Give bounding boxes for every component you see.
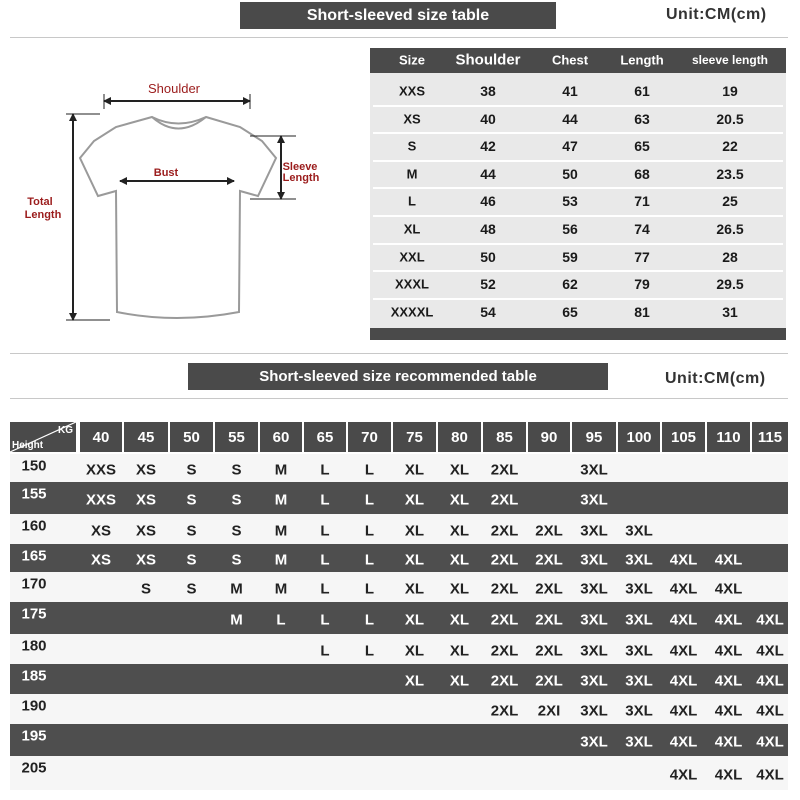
size-cell: XL — [449, 491, 470, 509]
size-cell: 4XL — [714, 733, 743, 751]
size-label-cell: XL — [403, 221, 421, 237]
size-cell: L — [320, 611, 330, 629]
size-cell: 4XL — [669, 702, 698, 720]
size-cell: XL — [449, 551, 470, 569]
size-cell: 2XL — [535, 642, 563, 660]
size-value-cell: 61 — [634, 83, 650, 99]
size-value-cell: 47 — [562, 138, 578, 155]
size-cell: 2XL — [490, 551, 519, 569]
size-cell: L — [320, 551, 330, 569]
size-cell: 3XL — [625, 642, 653, 660]
table-row — [10, 572, 788, 602]
size-value-cell: 81 — [634, 303, 650, 320]
size-value-cell: 50 — [480, 248, 496, 265]
weight-header-cell: 75 — [393, 422, 436, 452]
size-cell: XL — [449, 522, 470, 540]
sleeve-label-line1: Sleeve — [282, 161, 318, 173]
size-cell: 2XL — [535, 580, 563, 598]
size-cell: 4XL — [756, 611, 784, 629]
size-cell: 3XL — [625, 733, 653, 751]
size-cell: 2XL — [490, 522, 519, 540]
recommended-size-table — [10, 420, 788, 790]
height-cell: 165 — [21, 547, 47, 565]
size-value-cell: 31 — [722, 303, 738, 320]
size-label-cell: XXS — [398, 83, 426, 99]
size-cell: S — [140, 580, 152, 598]
size-cell: 2XL — [535, 672, 563, 690]
size-cell: 3XL — [625, 672, 653, 690]
size-cell: 4XL — [756, 702, 784, 720]
size-cell: 4XL — [714, 766, 743, 784]
size-value-cell: 50 — [562, 165, 578, 182]
size-cell: L — [320, 580, 330, 598]
size-cell: 4XL — [669, 733, 698, 751]
height-cell: 150 — [21, 457, 47, 475]
size-value-cell: 53 — [562, 193, 578, 210]
size-cell: L — [320, 642, 330, 660]
size-table-footer-bar — [370, 328, 786, 340]
height-cell: 155 — [21, 485, 47, 503]
size-cell: XL — [449, 461, 470, 479]
size-cell: 4XL — [714, 551, 743, 569]
size-cell: 3XL — [580, 551, 608, 569]
table-row — [10, 694, 788, 724]
divider — [10, 398, 788, 399]
size-cell: 4XL — [714, 611, 743, 629]
height-cell: 180 — [21, 637, 47, 655]
size-cell: S — [231, 491, 242, 509]
table-row — [10, 482, 788, 514]
row-separator — [373, 105, 783, 107]
rec-table-unit: Unit:CM(cm) — [665, 370, 766, 387]
size-cell: XL — [404, 672, 425, 690]
total-label-line2: Length — [24, 209, 62, 221]
size-value-cell: 19 — [722, 83, 738, 99]
size-cell: XS — [135, 491, 157, 509]
size-cell: 2XL — [490, 491, 519, 509]
size-cell: L — [364, 461, 375, 479]
size-value-cell: 20.5 — [716, 110, 744, 127]
size-cell: XL — [449, 611, 470, 629]
size-cell: 4XL — [756, 733, 784, 751]
size-cell: 3XL — [625, 522, 653, 540]
size-cell: 2XI — [537, 702, 561, 720]
size-cell: 3XL — [580, 522, 608, 540]
size-cell: 3XL — [580, 611, 608, 629]
rec-table-title: Short-sleeved size recommended table — [188, 363, 608, 390]
size-value-cell: 63 — [634, 110, 650, 127]
size-label-cell: XXXL — [395, 276, 429, 292]
size-cell: XXS — [85, 491, 117, 509]
weight-header-cell: 110 — [707, 422, 750, 452]
size-value-cell: 71 — [634, 193, 650, 210]
row-separator — [373, 187, 783, 189]
size-cell: 4XL — [669, 642, 698, 660]
size-value-cell: 77 — [634, 248, 650, 265]
size-value-cell: 38 — [480, 83, 496, 99]
size-table — [370, 48, 786, 340]
size-cell: XL — [404, 611, 425, 629]
size-cell: XS — [90, 551, 112, 569]
size-cell: 2XL — [535, 551, 563, 569]
size-value-cell: 56 — [562, 221, 578, 237]
size-value-cell: 46 — [480, 193, 496, 210]
size-table-header-cell: Size — [398, 52, 426, 68]
size-cell: L — [364, 580, 375, 598]
weight-header-cell: 105 — [662, 422, 705, 452]
size-cell: 4XL — [714, 580, 743, 598]
total-label-line1: Total — [27, 196, 53, 208]
size-cell: XL — [449, 672, 470, 690]
size-cell: 2XL — [535, 522, 563, 540]
size-label-cell: XXXXL — [390, 304, 434, 320]
weight-header-cell: 90 — [528, 422, 570, 452]
size-cell: M — [274, 551, 288, 569]
size-cell: L — [364, 642, 375, 660]
size-cell: XXS — [85, 461, 117, 479]
row-separator — [373, 160, 783, 162]
shoulder-label: Shoulder — [147, 81, 201, 96]
height-cell: 195 — [21, 727, 47, 745]
height-label: Height — [12, 440, 44, 451]
weight-header-cell: 85 — [483, 422, 526, 452]
row-separator — [373, 132, 783, 134]
size-cell: S — [231, 551, 242, 569]
weight-header-cell: 65 — [304, 422, 346, 452]
size-value-cell: 65 — [634, 138, 650, 155]
size-cell: XS — [90, 522, 112, 540]
size-value-cell: 52 — [480, 276, 496, 293]
height-cell: 185 — [21, 667, 47, 685]
size-cell: L — [320, 522, 330, 540]
table-row — [10, 602, 788, 634]
size-value-cell: 29.5 — [716, 276, 744, 293]
size-value-cell: 26.5 — [716, 221, 744, 237]
size-cell: 4XL — [714, 672, 743, 690]
size-cell: M — [230, 580, 243, 598]
size-cell: XS — [135, 461, 157, 479]
size-cell: 2XL — [490, 580, 519, 598]
row-separator — [373, 243, 783, 245]
table-row — [10, 514, 788, 544]
size-cell: XL — [404, 522, 425, 540]
size-cell: 2XL — [535, 611, 563, 629]
size-value-cell: 44 — [562, 110, 578, 127]
size-table-unit: Unit:CM(cm) — [666, 6, 767, 23]
divider — [10, 353, 788, 354]
size-cell: M — [274, 491, 288, 509]
size-cell: S — [186, 580, 197, 598]
size-value-cell: 40 — [480, 110, 496, 127]
size-cell: 4XL — [756, 642, 784, 660]
size-cell: XL — [404, 491, 425, 509]
size-value-cell: 23.5 — [716, 165, 744, 182]
size-cell: L — [364, 551, 375, 569]
size-cell: 2XL — [490, 642, 519, 660]
size-table-title: Short-sleeved size table — [240, 2, 556, 29]
size-cell: 4XL — [669, 672, 698, 690]
table-row — [10, 544, 788, 572]
size-cell: 4XL — [669, 580, 698, 598]
size-cell: M — [274, 580, 288, 598]
size-label-cell: XXL — [399, 249, 425, 265]
tshirt-outline-icon — [80, 117, 276, 318]
row-separator — [373, 270, 783, 272]
row-separator — [373, 215, 783, 217]
size-cell: M — [274, 461, 288, 479]
weight-header-cell: 55 — [215, 422, 258, 452]
height-cell: 160 — [21, 517, 47, 535]
size-value-cell: 44 — [480, 165, 496, 182]
size-value-cell: 25 — [722, 193, 738, 210]
size-label-cell: M — [406, 166, 418, 182]
size-cell: 3XL — [580, 733, 608, 751]
size-value-cell: 65 — [562, 303, 578, 320]
weight-header-cell: 70 — [348, 422, 391, 452]
height-cell: 205 — [21, 759, 47, 777]
size-value-cell: 41 — [562, 83, 578, 99]
size-cell: 2XL — [490, 611, 519, 629]
size-table-header-cell: sleeve length — [691, 53, 769, 67]
size-value-cell: 28 — [722, 248, 738, 265]
bust-label: Bust — [153, 167, 179, 179]
size-cell: 3XL — [625, 551, 653, 569]
kg-label: KG — [58, 425, 73, 436]
size-cell: L — [276, 611, 286, 629]
size-value-cell: 79 — [634, 276, 650, 293]
size-cell: XL — [449, 580, 470, 598]
table-row — [10, 724, 788, 756]
size-table-header-cell: Shoulder — [455, 51, 521, 69]
size-cell: 2XL — [490, 702, 519, 720]
row-separator — [373, 298, 783, 300]
size-cell: L — [364, 522, 375, 540]
size-cell: S — [231, 461, 242, 479]
size-cell: S — [186, 461, 197, 479]
size-cell: 4XL — [756, 766, 784, 784]
size-cell: 3XL — [580, 580, 608, 598]
size-cell: S — [186, 522, 197, 540]
table-corner — [10, 422, 76, 452]
weight-header-cell: 115 — [752, 422, 788, 452]
size-cell: XL — [404, 551, 425, 569]
height-cell: 170 — [21, 575, 47, 593]
size-cell: XL — [404, 580, 425, 598]
size-cell: 2XL — [490, 672, 519, 690]
size-label-cell: S — [407, 138, 417, 154]
size-cell: 3XL — [580, 461, 608, 479]
size-cell: 3XL — [625, 702, 653, 720]
size-cell: M — [230, 611, 243, 629]
sleeve-label-line2: Length — [282, 172, 320, 184]
size-cell: 3XL — [580, 491, 608, 509]
weight-header-cell: 100 — [618, 422, 660, 452]
size-cell: S — [186, 551, 197, 569]
size-cell: S — [186, 491, 197, 509]
table-row — [10, 454, 788, 482]
size-cell: L — [320, 491, 330, 509]
weight-header-cell: 45 — [124, 422, 168, 452]
size-cell: 3XL — [580, 672, 608, 690]
size-cell: 3XL — [580, 642, 608, 660]
size-cell: L — [364, 491, 375, 509]
table-row — [10, 634, 788, 664]
height-cell: 175 — [21, 605, 47, 623]
divider — [10, 37, 788, 38]
size-cell: S — [231, 522, 242, 540]
size-table-header-cell: Chest — [551, 52, 589, 68]
weight-header-cell: 95 — [572, 422, 616, 452]
size-cell: 3XL — [625, 611, 653, 629]
size-value-cell: 22 — [722, 138, 738, 155]
size-value-cell: 68 — [634, 165, 650, 182]
size-cell: 2XL — [490, 461, 519, 479]
size-label-cell: XS — [403, 111, 421, 127]
size-cell: XS — [135, 551, 157, 569]
size-value-cell: 48 — [480, 221, 496, 237]
size-cell: 4XL — [714, 702, 743, 720]
size-value-cell: 54 — [480, 303, 496, 320]
height-cell: 190 — [21, 697, 47, 715]
size-cell: 4XL — [669, 551, 698, 569]
size-cell: L — [364, 611, 375, 629]
size-cell: XS — [135, 522, 157, 540]
table-row — [10, 756, 788, 790]
weight-header-cell: 60 — [260, 422, 302, 452]
tshirt-measurement-diagram — [0, 60, 330, 340]
size-table-header-cell: Length — [620, 52, 664, 68]
size-cell: 3XL — [580, 702, 608, 720]
size-cell: 4XL — [756, 672, 784, 690]
size-value-cell: 62 — [562, 276, 578, 293]
size-cell: L — [320, 461, 330, 479]
size-cell: 4XL — [669, 766, 698, 784]
size-cell: XL — [404, 461, 425, 479]
size-cell: 3XL — [625, 580, 653, 598]
size-cell: 4XL — [669, 611, 698, 629]
size-value-cell: 59 — [562, 248, 578, 265]
size-cell: XL — [449, 642, 470, 660]
weight-header-cell: 40 — [80, 422, 122, 452]
size-label-cell: L — [408, 193, 416, 209]
size-value-cell: 42 — [480, 138, 496, 155]
size-value-cell: 74 — [634, 221, 650, 237]
table-row — [10, 664, 788, 694]
weight-header-cell: 80 — [438, 422, 481, 452]
size-cell: 4XL — [714, 642, 743, 660]
weight-header-cell: 50 — [170, 422, 213, 452]
size-cell: XL — [404, 642, 425, 660]
size-cell: M — [274, 522, 288, 540]
